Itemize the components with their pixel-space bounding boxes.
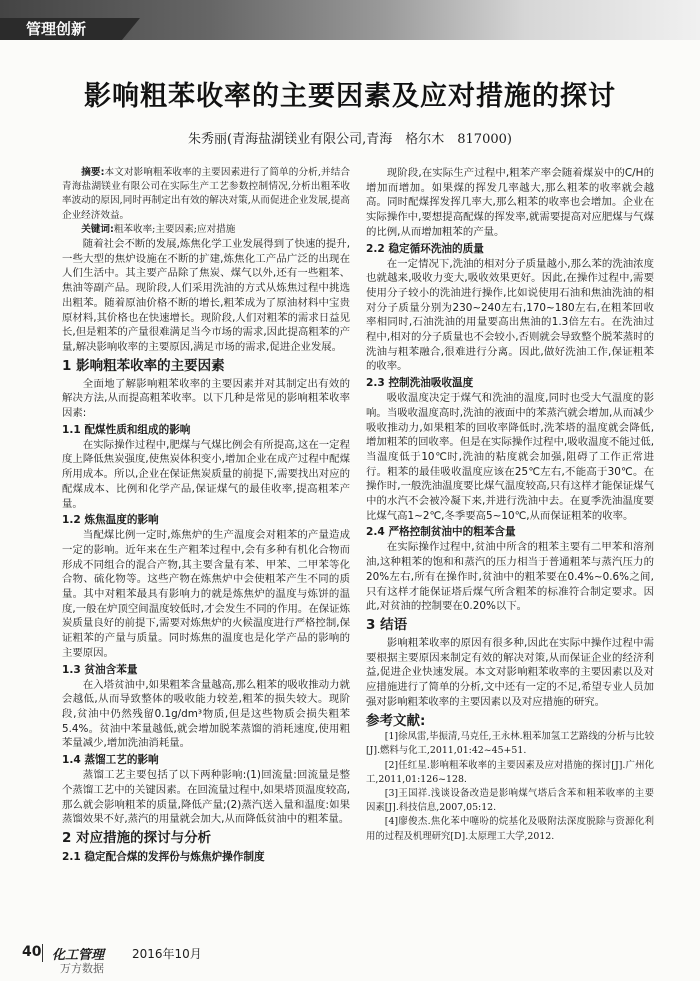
abstract-label: 摘要: <box>81 167 105 178</box>
watermark: 万方数据 <box>60 962 104 975</box>
article-title: 影响粗苯收率的主要因素及应对措施的探讨 <box>84 81 616 112</box>
section-2-2-text: 在一定情况下,洗油的相对分子质量越小,那么苯的洗油浓度也就越来,吸收力变大,吸收效果更好。因此,在操作过程中,需要使用分子较小的洗油进行操作,比如说使用石油和焦油洗油的相对分子质量分别为230~240左右,170~180左右,在粗苯回收率相同时,石油洗油的用量要高出焦油的1.3倍左右。在洗油过程中,相对的分子质量也不会较小,否则就会导致整个脱苯蒸时的洗油与粗苯融合,很难进行分离。因此,做好洗油工作,保证粗苯的收率。 <box>366 257 654 373</box>
column-tag: 管理创新 <box>0 18 122 40</box>
right-column <box>366 166 654 844</box>
section-1-3-text: 在入塔贫油中,如果粗苯含量越高,那么粗苯的吸收推动力就会越低,从而导致整体的吸收能力较差,粗苯的损失较大。现阶段,贫油中仍然残留0.1g/dm³物质,但是这些物质会损失粗苯5.4%。贫油中苯量越低,就会增加脱苯蒸馏的消耗速度,使用粗苯量减少,增加洗油消耗量。 <box>62 678 350 750</box>
keywords-text: 粗苯收率;主要因素;应对措施 <box>113 223 236 235</box>
footer-divider <box>42 944 43 962</box>
section-2-4-text: 在实际操作过程中,贫油中所含的粗苯主要有二甲苯和溶剂油,这种粗苯的饱和和蒸汽的压力相当于普通粗苯与蒸汽压力的20%左右,所有在操作时,贫油中的粗苯要在0.4%~0.6%之间,只有这样才能保证塔后煤气所含粗苯的标准符合制定要求。因此,对贫油的控制要在0.20%以下。 <box>366 541 654 613</box>
reference-item: [3]王国祥.浅谈设备改造是影响煤气塔后含苯和粗苯收率的主要因素[J].科技信息,2007,05:12. <box>366 788 654 814</box>
intro-paragraph: 随着社会不断的发展,炼焦化学工业发展得到了快速的提升,一些大型的焦炉设施在不断的扩建,炼焦化工产品广泛的出现在人们生活中。其主要产品除了焦炭、煤气以外,还有一些粗苯、焦油等副产品。现阶段,人们采用洗油的方式从炼焦过程中挑选出粗苯。随着原油价格不断的增长,粗苯成为了原油材料中宝贵原材料,其价格也在快速增长。现阶段,人们对粗苯的需求日益见长,但是粗苯的产量很难满足当今市场的需求,因此提高粗苯的产量,解决影响收率的主要原因,满足市场的需求,促进企业发展。 <box>62 238 350 353</box>
section-1-2-title: 1.2 炼焦温度的影响 <box>62 514 159 527</box>
section-1-1-title: 1.1 配煤性质和组成的影响 <box>62 423 191 436</box>
section-1-title: 1 影响粗苯收率的主要因素 <box>62 357 225 374</box>
abstract-text: 本文对影响粗苯收率的主要因素进行了简单的分析,并结合青海盐湖镁业有限公司在实际生产工艺参数控制情况,分析出粗苯收率波动的原因,同时再制定出有效的解决对策,从而促进企业发展,提高企业经济效益。 <box>62 167 350 221</box>
section-1-text: 全面地了解影响粗苯收率的主要因素并对其制定出有效的解决方法,从而提高粗苯收率。以下几种是常见的影响粗苯收率因素: <box>62 377 350 420</box>
section-1-4-title: 1.4 蒸馏工艺的影响 <box>62 754 159 767</box>
abstract <box>62 166 350 223</box>
section-2-title: 2 对应措施的探讨与分析 <box>62 829 212 846</box>
section-2-2-title: 2.2 稳定循环洗油的质量 <box>366 242 484 255</box>
keywords-label: 关键词: <box>81 223 114 235</box>
page-number: 40 <box>22 944 42 960</box>
section-1-4-text: 蒸馏工艺主要包括了以下两种影响:(1)回流量:回流量是整个蒸馏工艺中的关键因素。在回流量过程中,如果塔顶温度较高,那么就会影响粗苯的质量,降低产量;(2)蒸汽送入量和温度:如果蒸馏效果不好,蒸汽的用量就会加大,从而降低贫油中的粗苯量。 <box>62 769 350 826</box>
section-2-4-title: 2.4 严格控制贫油中的粗苯含量 <box>366 526 516 539</box>
section-1-1-text: 在实际操作过程中,肥煤与气煤比例会有所提高,这在一定程度上降低焦炭强度,使焦炭体积变小,增加企业在成产过程中配煤所用成本。所以,企业在保证焦炭质量的前提下,需要找出对应的配煤成本、比例和化学产品,保证煤气的最佳收率,提高粗苯产量。 <box>62 438 350 510</box>
section-3-text: 影响粗苯收率的原因有很多种,因此在实际中操作过程中需要根据主要原因来制定有效的解决对策,从而保证企业的经济利益,促进企业快速发展。本文对影响粗苯收率的主要因素以及对应措施进行了简单的分析,文中还有一定的不足,希望专业人员加强对影响粗苯收率的主要因素以及对应措施的研究。 <box>366 636 654 708</box>
references-title: 参考文献: <box>366 712 426 729</box>
reference-item: [4]廖俊杰.焦化苯中噻吩的烷基化及吸附法深度脱除与资源化利用的过程及机理研究[D].太原理工大学,2012. <box>366 816 654 842</box>
section-1-3-title: 1.3 贫油含苯量 <box>62 663 138 676</box>
keywords <box>62 223 350 237</box>
section-3-title: 3 结语 <box>366 616 408 633</box>
section-1-2-text: 当配煤比例一定时,炼焦炉的生产温度会对粗苯的产量造成一定的影响。近年来在生产粗苯过程中,会有多种有机化合物而形成不同组合的混合产物,其主要含量有苯、甲苯、二甲苯等化合物、硫化物等。这些产物在炼焦炉中会使粗苯产生不同的质量。其中对粗苯最具有影响力的就是炼焦炉的温度与炼饼的温度,一般在炉顶空间温度较低时,才会发生不同的作用。在保证炼炭质量良好的前提下,需要对炼焦炉的火候温度进行严格控制,保证粗苯的产量与质量。同时炼焦的温度也是化学产品的影响的主要原因。 <box>62 529 350 659</box>
author-line: 朱秀丽(青海盐湖镁业有限公司,青海 格尔木 817000) <box>188 132 512 147</box>
journal-name: 化工管理 <box>52 948 105 963</box>
reference-item: [2]任红星.影响粗苯收率的主要因素及应对措施的探讨[J].广州化工,2011,01:126~128. <box>366 759 654 785</box>
section-2-3-title: 2.3 控制洗油吸收温度 <box>366 377 474 390</box>
left-column <box>62 166 350 865</box>
section-2-3-text: 吸收温度决定于煤气和洗油的温度,同时也受大气温度的影响。当吸收温度高时,洗油的液面中的苯蒸汽就会增加,从而减少吸收推动力,如果粗苯的回收率降低时,洗苯塔的温度就会降低,增加粗苯的回收率。但是在实际操作过程中,吸收温度不能过低,当温度低于10℃时,洗油的粘度就会加强,阻碍了工作正常进行。粗苯的最佳吸收温度应该在25℃左右,不能高于30℃。在操作时,一般洗油温度要比煤气温度较高,只有这样才能保证煤气中的水汽不会被冷凝下来,并进行洗油中去。在夏季洗油温度要比煤气高1~2℃,冬季要高5~10℃,从而保证粗苯的收率。 <box>366 392 654 522</box>
section-2-1-title: 2.1 稳定配合煤的发挥份与炼焦炉操作制度 <box>62 850 265 863</box>
section-2-1-text: 现阶段,在实际生产过程中,粗苯产率会随着煤炭中的C/H的增加而增加。如果煤的挥发几率越大,那么粗苯的收率就会越高。同时配煤挥发挥几率大,那么粗苯的收率也会增加。企业在实际操作中,要想提高配煤的挥发率,就需要提高对应肥煤与气煤的比例,从而增加粗苯的产量。 <box>366 167 654 238</box>
reference-item: [1]徐凤雷,毕振清,马克任,王永林.粗苯加氢工艺路线的分析与比较[J].燃料与化工,2011,01:42~45+51. <box>366 731 654 757</box>
issue-date: 2016年10月 <box>132 947 202 961</box>
